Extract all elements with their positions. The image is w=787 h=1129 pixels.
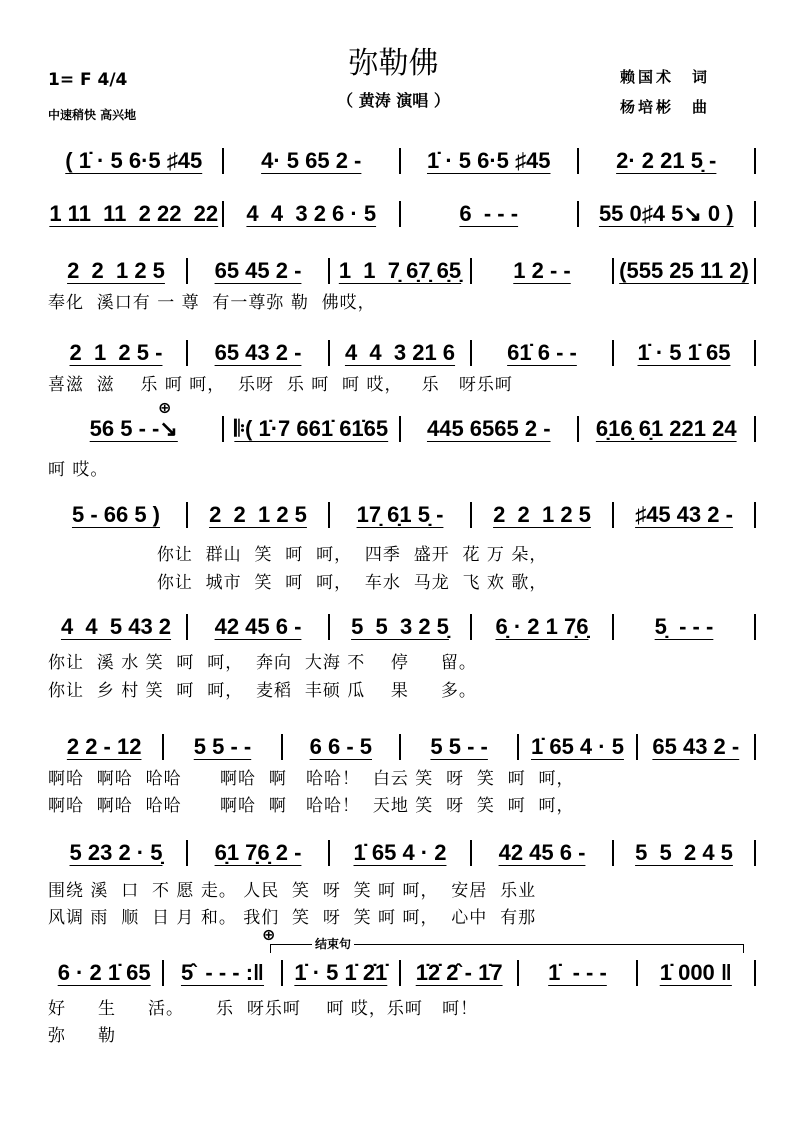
barline (186, 840, 188, 866)
lyric-line: 喜滋 滋 乐 呵 呵， 乐呀 乐 呵 呵 哎， 乐 呀乐呵 (48, 375, 513, 395)
barline (399, 416, 401, 442)
singer-credit: （ 黄涛 演唱 ） (337, 91, 450, 110)
measure: 4 4 3 2 6 · 5 (246, 201, 377, 226)
barline (754, 502, 756, 528)
staff-row (48, 338, 758, 368)
barline (612, 614, 614, 640)
barline (328, 340, 330, 366)
barline (612, 340, 614, 366)
key-signature: 1= F 4/4 (48, 70, 128, 90)
measure: 1 1 7̣ 6̣7̣ 6̣5̣ (338, 258, 462, 283)
measure: 445 6565 2 - (426, 416, 551, 441)
lyric-line: 你让 群山 笑 呵 呵， 四季 盛开 花 万 朵， (48, 545, 548, 565)
barline (328, 614, 330, 640)
measure: 5̣ - - - (654, 614, 714, 639)
lyricist-credit: 赖国术 词 (620, 68, 711, 86)
measure: 2 2 1 2 5 (209, 502, 307, 527)
measure: 1̇ · 5 1̇ 2̇1̇ (294, 960, 388, 985)
barline (754, 258, 756, 284)
lyric-line: 呵 哎。 (48, 460, 109, 480)
staff-row (48, 199, 758, 229)
staff-row (48, 146, 758, 176)
lyric-line: 弥 勒 (48, 1026, 117, 1046)
measure: 6 · 2 1̇ 65 (57, 960, 151, 985)
measure: 1̇ 65 4 · 5 (531, 734, 624, 759)
barline (470, 340, 472, 366)
barline (470, 258, 472, 284)
barline (399, 734, 401, 760)
barline (222, 148, 224, 174)
barline (636, 734, 638, 760)
measure: 5 5 3 2 5̣ (351, 614, 449, 639)
measure: 42 45 6 - (498, 840, 586, 865)
barline (612, 840, 614, 866)
barline (577, 148, 579, 174)
measure: 1 2 - - (513, 258, 571, 283)
measure: 65 45 2 - (214, 258, 302, 283)
barline (577, 416, 579, 442)
measure: 6̣1 7̣6̣ 2 - (214, 840, 302, 865)
staff-row (48, 500, 758, 530)
lyric-line: 你让 溪 水 笑 呵 呵， 奔向 大海 不 停 留。 (48, 653, 477, 673)
measure: 𝄆( 1̇·7 661̇ 61̇65 (234, 416, 389, 441)
measure: 1 11 11 2 22 22 (49, 201, 219, 226)
staff-row (48, 256, 758, 286)
measure: 55 0♯4 5↘ 0 ) (598, 201, 734, 226)
measure: 42 45 6 - (214, 614, 302, 639)
barline (754, 201, 756, 227)
barline (186, 502, 188, 528)
measure: 6̣16̣ 6̣1 221 24 (595, 416, 737, 441)
measure: 65 43 2 - (214, 340, 302, 365)
measure: 4 4 3 21 6 (344, 340, 456, 365)
barline (470, 502, 472, 528)
measure: 2 2 1 2 5 (67, 258, 165, 283)
barline (222, 201, 224, 227)
barline (577, 201, 579, 227)
measure: ( 1̇ · 5 6·5 ♯45 (65, 148, 203, 173)
barline (754, 840, 756, 866)
measure: 5 5 - - (430, 734, 488, 759)
measure: 17̣ 6̣1 5̣ - (356, 502, 444, 527)
barline (754, 614, 756, 640)
measure: 4 4 5 43 2 (60, 614, 172, 639)
barline (399, 148, 401, 174)
composer-credit: 杨培彬 曲 (620, 98, 711, 116)
measure: 2 1 2 5 - (69, 340, 163, 365)
measure: 1̇2̇ 2̂ - 1̇7 (415, 960, 503, 985)
measure: 5 - 66 5 ) (71, 502, 161, 527)
measure: 2 2 1 2 5 (493, 502, 591, 527)
barline (162, 960, 164, 986)
measure: 1̇ 65 4 · 2 (353, 840, 447, 865)
lyric-line: 你让 乡 村 笑 呵 呵， 麦稻 丰硕 瓜 果 多。 (48, 681, 477, 701)
measure: 1̇ · 5 6·5 ♯45 (426, 148, 551, 173)
segno-icon: ⊕ (262, 925, 276, 944)
measure: ♯45 43 2 - (635, 502, 733, 527)
measure: (555 25 11 2) (619, 258, 749, 283)
barline (186, 340, 188, 366)
barline (754, 960, 756, 986)
barline (222, 416, 224, 442)
staff-row (48, 958, 758, 988)
barline (186, 258, 188, 284)
barline (612, 258, 614, 284)
segno-icon: ⊕ (158, 398, 172, 417)
barline (612, 502, 614, 528)
measure: 2· 2 21 5̣ - (616, 148, 717, 173)
lyric-line: 啊哈 啊哈 哈哈 啊哈 啊 哈哈！ 白云 笑 呀 笑 呵 呵， (48, 769, 575, 789)
staff-row (48, 732, 758, 762)
staff-row (48, 414, 758, 444)
measure: 5 23 2 · 5̣ (69, 840, 163, 865)
barline (162, 734, 164, 760)
barline (328, 502, 330, 528)
barline (399, 960, 401, 986)
measure: 5̂ - - - :‖ (180, 960, 265, 985)
barline (281, 960, 283, 986)
barline (754, 340, 756, 366)
barline (470, 614, 472, 640)
measure: 5 5 2 4 5 (635, 840, 733, 865)
measure: 4· 5 65 2 - (261, 148, 362, 173)
measure: 6 - - - (459, 201, 519, 226)
barline (636, 960, 638, 986)
barline (754, 734, 756, 760)
barline (399, 201, 401, 227)
lyric-line: 奉化 溪口有 一 尊 有一尊弥 勒 佛哎， (48, 293, 376, 313)
measure: 65 43 2 - (652, 734, 740, 759)
lyric-line: 围绕 溪 口 不 愿 走。 人民 笑 呀 笑 呵 呵， 安居 乐业 (48, 881, 537, 901)
barline (186, 614, 188, 640)
barline (517, 734, 519, 760)
measure: 6̣ · 2 1 7̣6̣ (495, 614, 589, 639)
barline (754, 416, 756, 442)
tempo-marking: 中速稍快 高兴地 (48, 108, 137, 122)
staff-row (48, 838, 758, 868)
ending-label: 结束句 (312, 935, 354, 952)
lyric-line: 你让 城市 笑 呵 呵， 车水 马龙 飞 欢 歌， (48, 573, 548, 593)
staff-row (48, 612, 758, 642)
lyric-line: 好 生 活。 乐 呀乐呵 呵 哎，乐呵 呵！ (48, 999, 479, 1019)
barline (328, 258, 330, 284)
measure: 61̇ 6 - - (507, 340, 577, 365)
measure: 2 2 - 12 (66, 734, 142, 759)
measure: 5 5 - - (193, 734, 252, 759)
song-title: 弥勒佛 (348, 46, 439, 81)
barline (470, 840, 472, 866)
measure: 56 5 - -↘ (89, 416, 178, 441)
lyric-line: 风调 雨 顺 日 月 和。 我们 笑 呀 笑 呵 呵， 心中 有那 (48, 908, 537, 928)
measure: 6 6 - 5 (309, 734, 372, 759)
barline (754, 148, 756, 174)
lyric-line: 啊哈 啊哈 哈哈 啊哈 啊 哈哈！ 天地 笑 呀 笑 呵 呵， (48, 796, 575, 816)
measure: 1̇ - - - (548, 960, 607, 985)
measure: 1̇ 000 ‖ (659, 960, 732, 985)
barline (328, 840, 330, 866)
measure: 1̇ · 5 1̇ 65 (637, 340, 731, 365)
barline (517, 960, 519, 986)
barline (281, 734, 283, 760)
